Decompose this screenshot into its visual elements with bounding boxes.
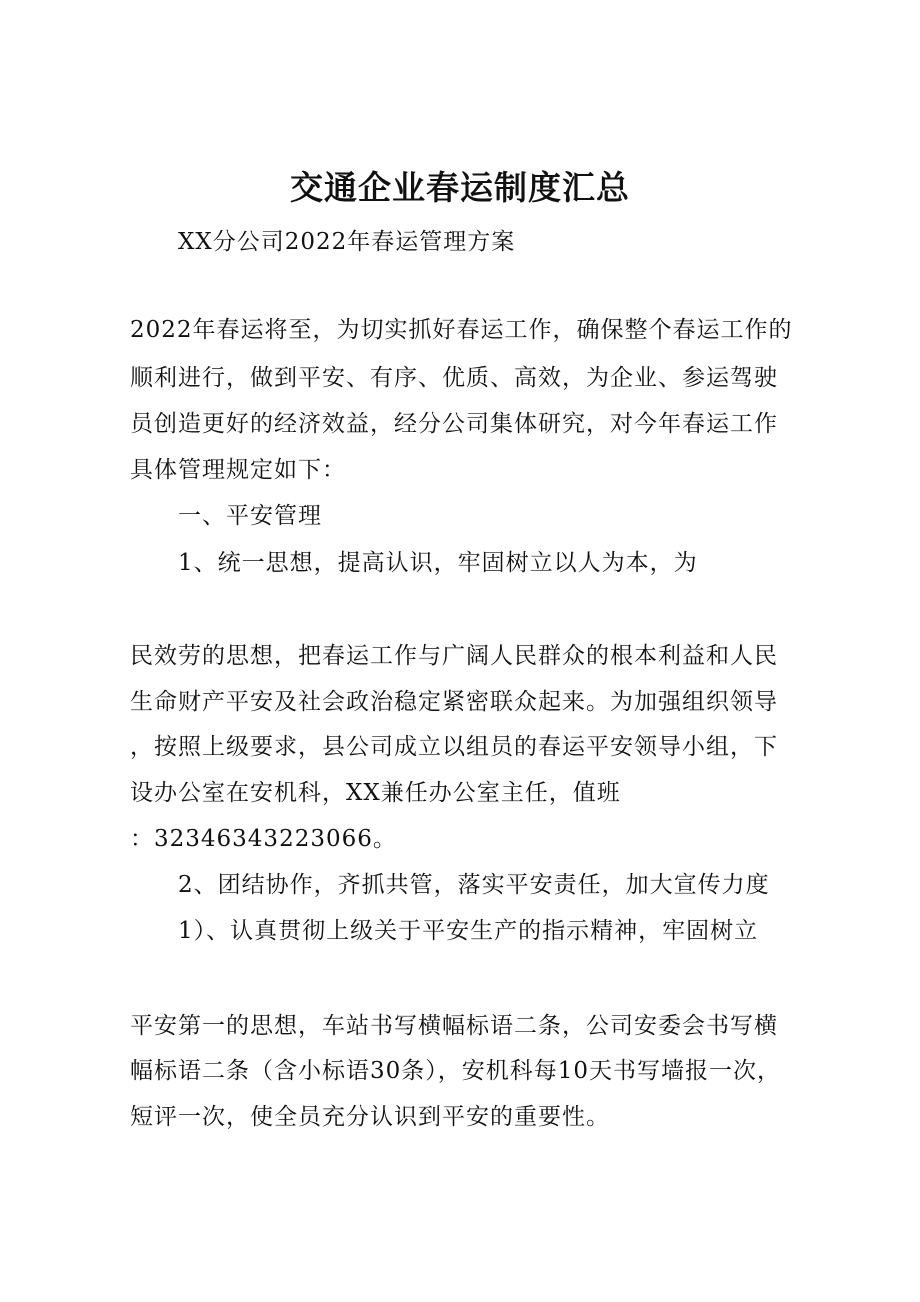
paragraph-line: 民效劳的思想，把春运工作与广阔人民群众的根本利益和人民 xyxy=(130,643,778,669)
paragraph-line: 1、统一思想，提高认识，牢固树立以人为本，为 xyxy=(178,550,698,576)
paragraph-line: 设办公室在安机科，XX兼任办公室主任，值班 xyxy=(130,780,621,806)
document-title: 交通企业春运制度汇总 xyxy=(290,168,630,207)
paragraph-line: 2、团结协作，齐抓共管，落实平安责任，加大宣传力度 xyxy=(178,872,770,898)
paragraph-line: 幅标语二条（含小标语30条），安机科每10天书写墙报一次， xyxy=(130,1058,782,1084)
paragraph-line: ，按照上级要求，县公司成立以组员的春运平安领导小组，下 xyxy=(130,734,778,760)
section-heading: 一、平安管理 xyxy=(178,503,322,529)
paragraph-line: 员创造更好的经济效益，经分公司集体研究，对今年春运工作 xyxy=(130,411,778,437)
paragraph-line: 顺利进行，做到平安、有序、优质、高效，为企业、参运驾驶 xyxy=(130,365,778,391)
paragraph-line: 平安第一的思想，车站书写横幅标语二条，公司安委会书写横 xyxy=(130,1013,778,1039)
paragraph-line: ：32346343223066。 xyxy=(130,826,397,852)
paragraph-line: 1）、认真贯彻上级关于平安生产的指示精神，牢固树立 xyxy=(178,918,759,944)
document-subtitle: XX分公司2022年春运管理方案 xyxy=(178,229,516,255)
paragraph-line: 生命财产平安及社会政治稳定紧密联众起来。为加强组织领导 xyxy=(130,689,778,715)
paragraph-line: 具体管理规定如下： xyxy=(130,457,346,483)
paragraph-line: 短评一次，使全员充分认识到平安的重要性。 xyxy=(130,1104,610,1130)
paragraph-line: 2022年春运将至，为切实抓好春运工作，确保整个春运工作的 xyxy=(130,317,793,343)
